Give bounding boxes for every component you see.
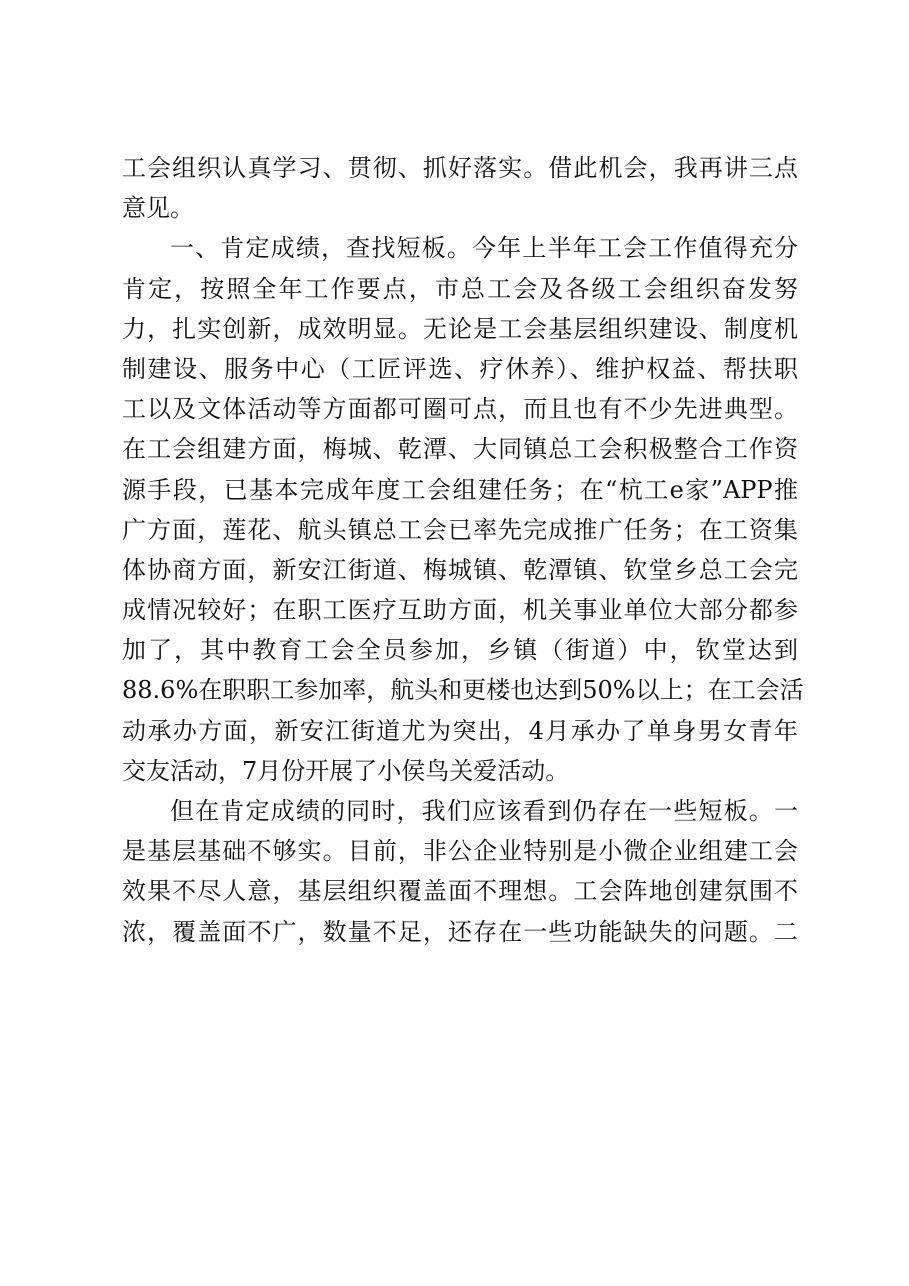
text-line-18: 是基层基础不够实。目前，非公企业特别是小微企业组建工会	[122, 837, 798, 866]
text-line-2: 意见。	[122, 194, 194, 223]
text-line-5: 力，扎实创新，成效明显。无论是工会基层组织建设、制度机	[122, 314, 798, 343]
document-body	[122, 148, 804, 952]
text-line-12: 成情况较好；在职工医疗互助方面，机关事业单位大部分都参	[122, 596, 798, 625]
text-line-19: 效果不尽人意，基层组织覆盖面不理想。工会阵地创建氛围不	[122, 877, 798, 906]
text-line-6: 制建设、服务中心（工匠评选、疗休养）、维护权益、帮扶职	[122, 354, 798, 383]
text-line-13: 加了，其中教育工会全员参加，乡镇（街道）中，钦堂达到	[122, 636, 798, 665]
text-line-1: 工会组织认真学习、贯彻、抓好落实。借此机会，我再讲三点	[122, 154, 798, 182]
text-line-20: 浓，覆盖面不广，数量不足，还存在一些功能缺失的问题。二	[122, 917, 798, 946]
text-line-14: 88.6%在职职工参加率，航头和更楼也达到50%以上；在工会活	[122, 676, 804, 705]
text-line-4: 肯定，按照全年工作要点，市总工会及各级工会组织奋发努	[122, 274, 798, 303]
text-line-10: 广方面，莲花、航头镇总工会已率先完成推广任务；在工资集	[122, 515, 798, 544]
text-line-17: 但在肯定成绩的同时，我们应该看到仍存在一些短板。一	[170, 797, 798, 825]
text-line-8: 在工会组建方面，梅城、乾潭、大同镇总工会积极整合工作资	[122, 435, 798, 464]
text-line-11: 体协商方面，新安江街道、梅城镇、乾潭镇、钦堂乡总工会完	[122, 555, 798, 584]
text-line-16: 交友活动，7月份开展了小侯鸟关爱活动。	[122, 756, 570, 785]
text-line-3: 一、肯定成绩，查找短板。今年上半年工会工作值得充分	[170, 234, 798, 263]
text-line-9: 源手段，已基本完成年度工会组建任务；在“杭工e家”APP推	[122, 475, 798, 504]
text-line-15: 动承办方面，新安江街道尤为突出，4月承办了单身男女青年	[122, 716, 798, 745]
text-line-7: 工以及文体活动等方面都可圈可点，而且也有不少先进典型。	[122, 395, 798, 424]
